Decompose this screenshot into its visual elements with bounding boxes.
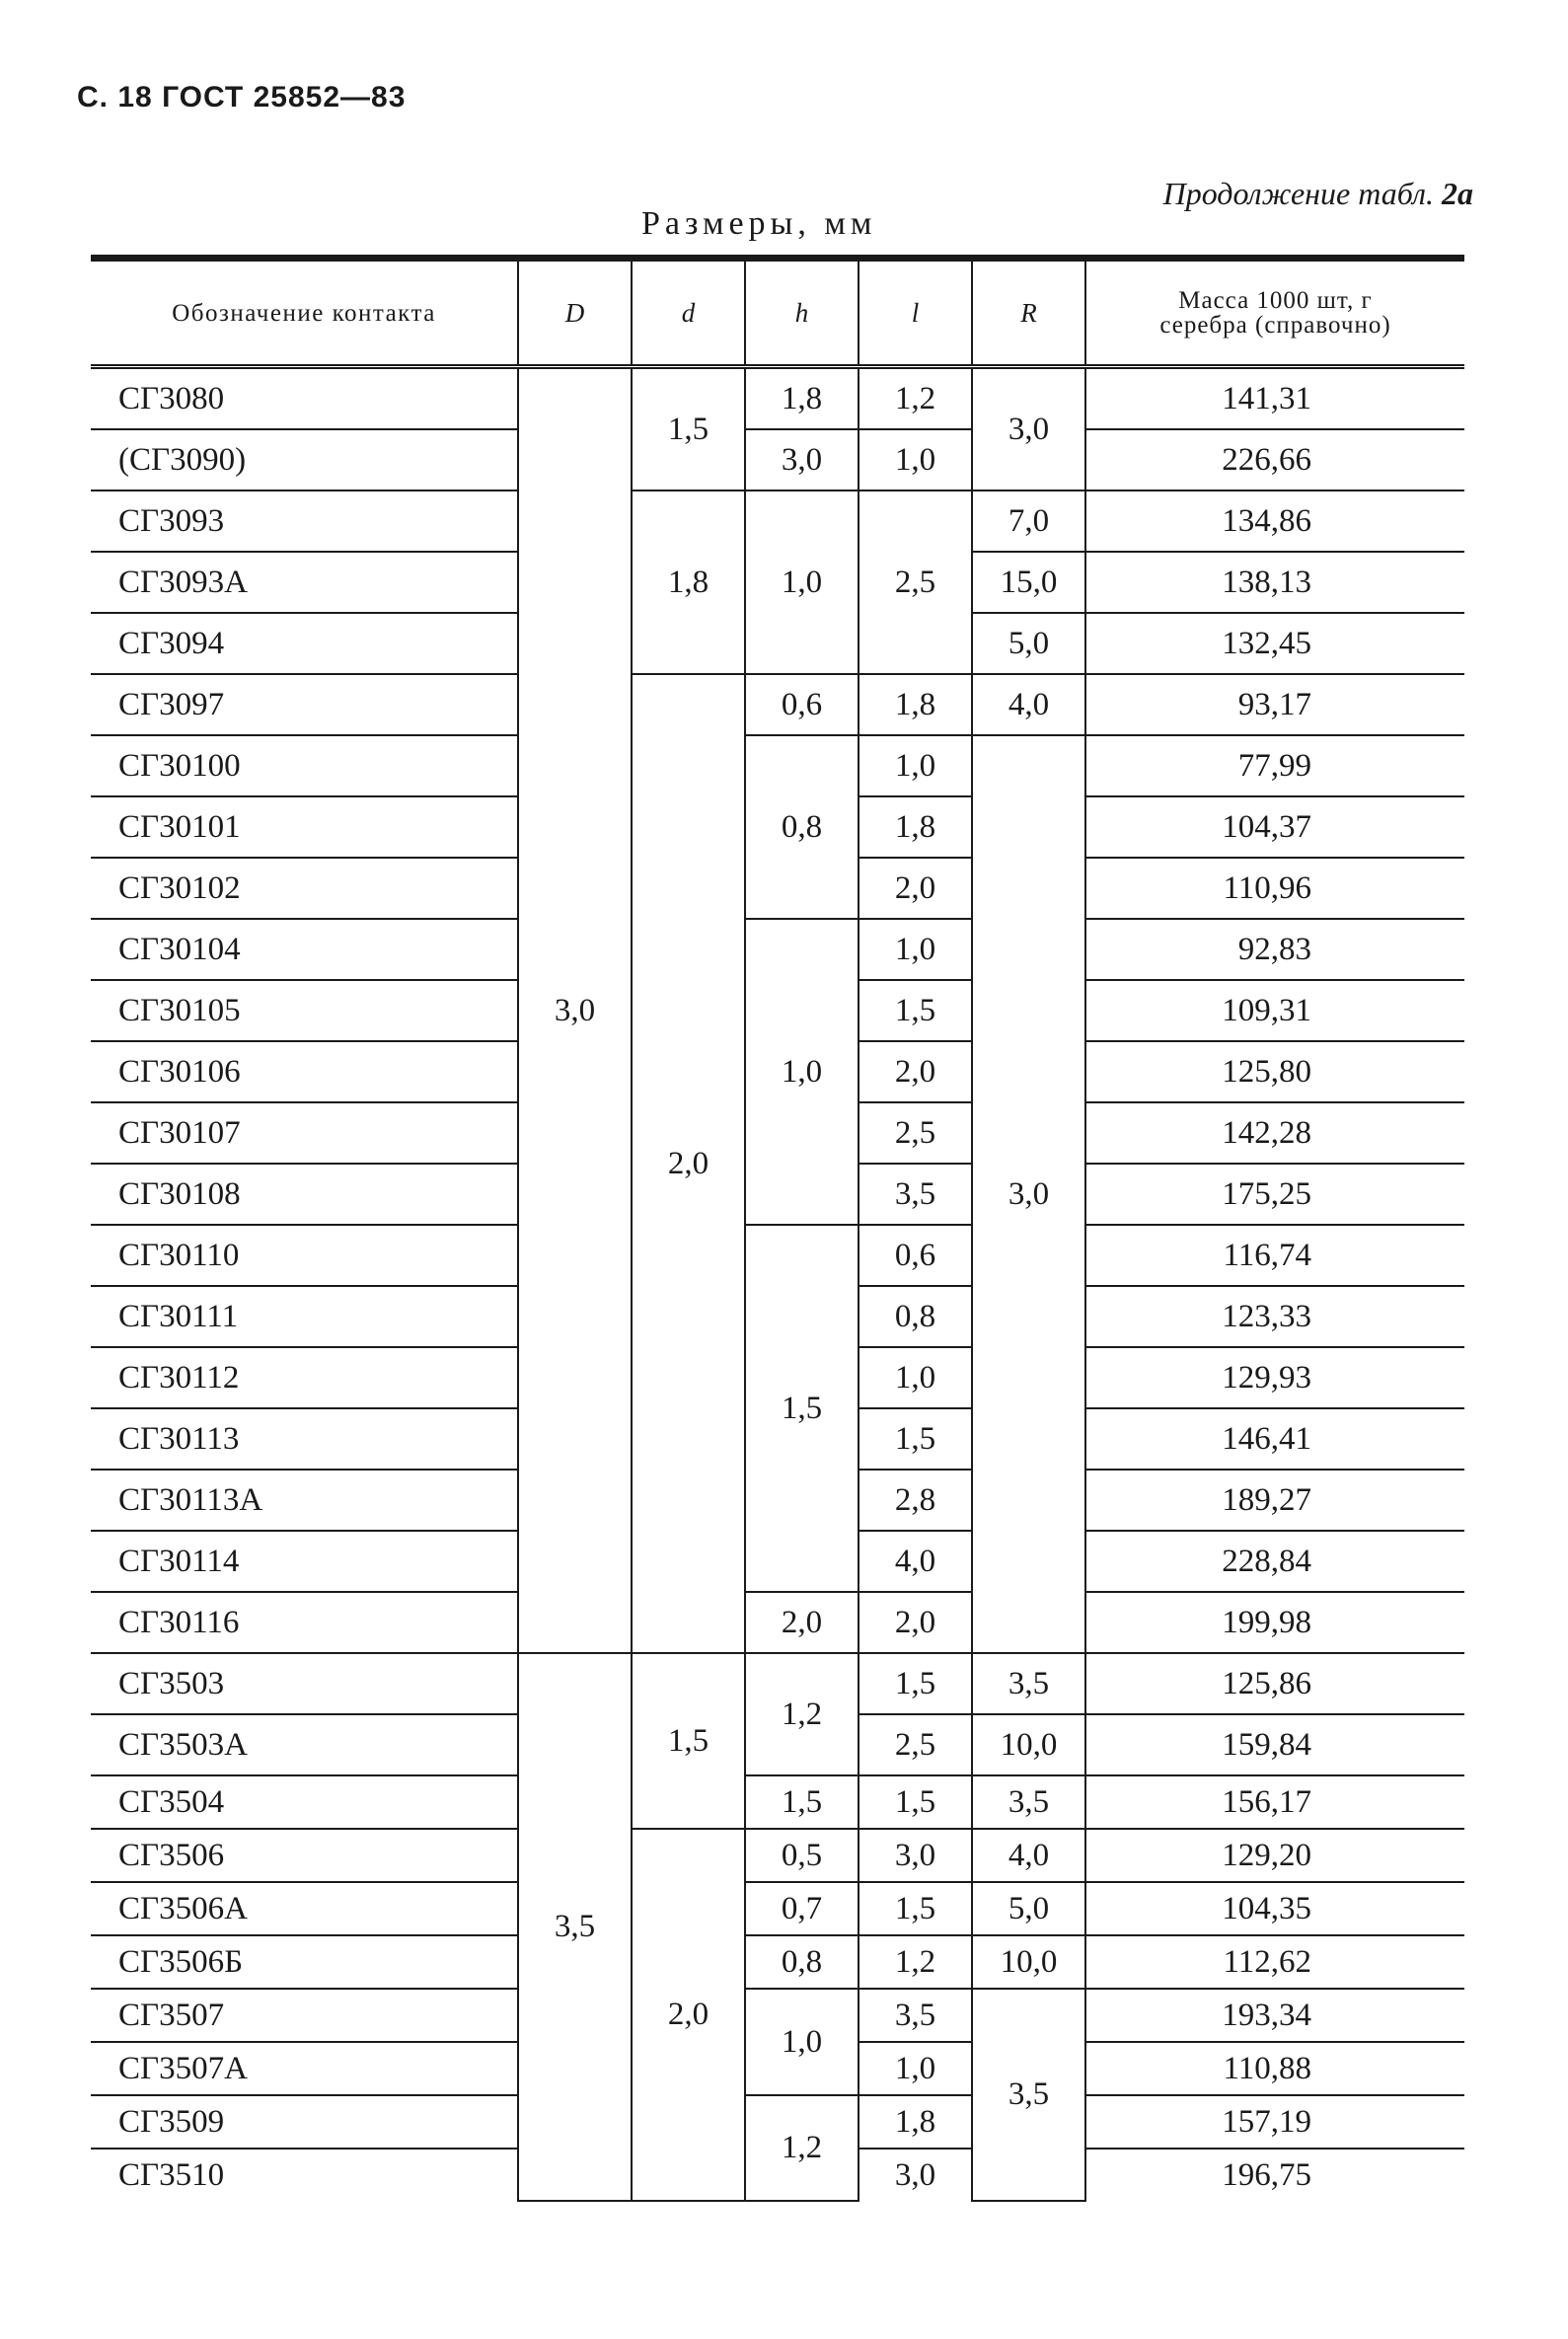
cell-R: 15,0 — [972, 552, 1085, 613]
cell-h: 3,0 — [745, 429, 859, 490]
cell-mass: 146,41 — [1085, 1408, 1464, 1470]
cell-h: 0,5 — [745, 1829, 859, 1882]
contact-designation: СГ3509 — [91, 2095, 518, 2149]
table-row — [91, 1935, 1464, 1989]
cell-mass: 110,96 — [1085, 858, 1464, 919]
cell-D: 3,5 — [518, 1653, 632, 2201]
contact-designation: (СГ3090) — [91, 429, 518, 490]
cell-mass: 159,84 — [1085, 1714, 1464, 1775]
contact-designation: СГ30101 — [91, 796, 518, 858]
cell-h: 1,5 — [745, 1775, 859, 1829]
header-mass-line2: серебра (справочно) — [1159, 312, 1391, 339]
cell-mass: 228,84 — [1085, 1531, 1464, 1592]
cell-R: 3,5 — [972, 1653, 1085, 1714]
cell-mass: 134,86 — [1085, 490, 1464, 552]
cell-h: 0,6 — [745, 674, 859, 735]
contact-designation: СГ30113 — [91, 1408, 518, 1470]
cell-l: 1,5 — [859, 1775, 972, 1829]
header-l: l — [859, 259, 972, 367]
contact-designation: СГ30102 — [91, 858, 518, 919]
cell-h: 0,8 — [745, 735, 859, 919]
cell-mass: 189,27 — [1085, 1470, 1464, 1531]
cell-l: 1,8 — [859, 2095, 972, 2149]
cell-h: 1,0 — [745, 490, 859, 674]
cell-h: 1,2 — [745, 1653, 859, 1775]
cell-d: 2,0 — [632, 1829, 745, 2201]
cell-l: 2,0 — [859, 858, 972, 919]
cell-h: 1,8 — [745, 367, 859, 430]
table-continuation-caption — [1163, 176, 1473, 212]
table-row — [91, 1225, 1464, 1286]
cell-l: 2,5 — [859, 1102, 972, 1164]
contact-designation: СГ3506 — [91, 1829, 518, 1882]
cell-R: 3,5 — [972, 1989, 1085, 2201]
page-header — [77, 81, 406, 114]
table-number: 2а — [1442, 176, 1473, 211]
cell-R: 5,0 — [972, 613, 1085, 674]
cell-mass: 226,66 — [1085, 429, 1464, 490]
cell-R: 10,0 — [972, 1714, 1085, 1775]
table-row — [91, 490, 1464, 552]
header-D: D — [518, 259, 632, 367]
cell-mass: 175,25 — [1085, 1164, 1464, 1225]
header-h: h — [745, 259, 859, 367]
cell-mass: 77,99 — [1085, 735, 1464, 796]
contact-designation: СГ30110 — [91, 1225, 518, 1286]
table-row — [91, 2095, 1464, 2149]
cell-mass: 196,75 — [1085, 2149, 1464, 2201]
cell-mass: 129,20 — [1085, 1829, 1464, 1882]
cell-mass: 157,19 — [1085, 2095, 1464, 2149]
cell-mass: 138,13 — [1085, 552, 1464, 613]
cell-mass: 116,74 — [1085, 1225, 1464, 1286]
cell-l: 1,0 — [859, 429, 972, 490]
contact-designation: СГ3507А — [91, 2042, 518, 2095]
table-row — [91, 1592, 1464, 1653]
contact-designation: СГ3093 — [91, 490, 518, 552]
cell-R: 4,0 — [972, 674, 1085, 735]
cell-mass: 142,28 — [1085, 1102, 1464, 1164]
contacts-table — [91, 255, 1464, 2202]
contact-designation: СГ3504 — [91, 1775, 518, 1829]
cell-mass: 156,17 — [1085, 1775, 1464, 1829]
cell-mass: 112,62 — [1085, 1935, 1464, 1989]
table-row — [91, 429, 1464, 490]
cell-l: 1,0 — [859, 2042, 972, 2095]
contact-designation: СГ30116 — [91, 1592, 518, 1653]
contact-designation: СГ30112 — [91, 1347, 518, 1408]
contact-designation: СГ3097 — [91, 674, 518, 735]
table-header-row — [91, 259, 1464, 367]
cell-mass: 125,86 — [1085, 1653, 1464, 1714]
cell-l: 1,5 — [859, 1882, 972, 1935]
standard-number: ГОСТ 25852—83 — [162, 81, 407, 113]
table-row — [91, 1653, 1464, 1714]
cell-R: 3,0 — [972, 367, 1085, 491]
cell-D: 3,0 — [518, 367, 632, 1654]
table-row — [91, 1829, 1464, 1882]
cell-l: 1,2 — [859, 1935, 972, 1989]
cell-R: 3,5 — [972, 1775, 1085, 1829]
contact-designation: СГ30114 — [91, 1531, 518, 1592]
contact-designation: СГ30111 — [91, 1286, 518, 1347]
cell-l: 1,0 — [859, 919, 972, 980]
header-d: d — [632, 259, 745, 367]
cell-d: 1,8 — [632, 490, 745, 674]
contact-designation: СГ30104 — [91, 919, 518, 980]
cell-h: 1,5 — [745, 1225, 859, 1592]
cell-h: 1,2 — [745, 2095, 859, 2201]
cell-h: 1,0 — [745, 1989, 859, 2095]
cell-l: 1,0 — [859, 735, 972, 796]
cell-l: 1,8 — [859, 796, 972, 858]
cell-l: 3,5 — [859, 1989, 972, 2042]
header-R: R — [972, 259, 1085, 367]
cell-l: 1,2 — [859, 367, 972, 430]
cell-l: 1,8 — [859, 674, 972, 735]
cell-l: 0,8 — [859, 1286, 972, 1347]
cell-h: 0,7 — [745, 1882, 859, 1935]
cell-mass: 104,37 — [1085, 796, 1464, 858]
cell-mass: 109,31 — [1085, 980, 1464, 1041]
cell-l: 3,5 — [859, 1164, 972, 1225]
cell-l: 2,8 — [859, 1470, 972, 1531]
cell-h: 0,8 — [745, 1935, 859, 1989]
contact-designation: СГ30113А — [91, 1470, 518, 1531]
cell-mass: 193,34 — [1085, 1989, 1464, 2042]
cell-d: 1,5 — [632, 367, 745, 491]
cell-h: 2,0 — [745, 1592, 859, 1653]
cell-l: 3,0 — [859, 2149, 972, 2201]
cell-l: 2,0 — [859, 1041, 972, 1102]
header-designation: Обозначение контакта — [91, 259, 518, 367]
table-row — [91, 367, 1464, 430]
cell-l: 2,5 — [859, 490, 972, 674]
page-number: С. 18 — [77, 81, 153, 113]
cell-mass: 141,31 — [1085, 367, 1464, 430]
cell-l: 0,6 — [859, 1225, 972, 1286]
contact-designation: СГ3506Б — [91, 1935, 518, 1989]
contact-designation: СГ30106 — [91, 1041, 518, 1102]
header-mass-line1: Масса 1000 шт, г — [1178, 287, 1373, 314]
cell-l: 1,5 — [859, 1653, 972, 1714]
cell-l: 1,5 — [859, 980, 972, 1041]
contact-designation: СГ3506А — [91, 1882, 518, 1935]
cell-R: 10,0 — [972, 1935, 1085, 1989]
cell-mass: 129,93 — [1085, 1347, 1464, 1408]
contact-designation: СГ30108 — [91, 1164, 518, 1225]
header-mass — [1085, 259, 1464, 367]
contact-designation: СГ3080 — [91, 367, 518, 430]
cell-mass: 123,33 — [1085, 1286, 1464, 1347]
cell-l: 3,0 — [859, 1829, 972, 1882]
contact-designation: СГ3094 — [91, 613, 518, 674]
cell-R: 4,0 — [972, 1829, 1085, 1882]
contact-designation: СГ30105 — [91, 980, 518, 1041]
cell-d: 2,0 — [632, 674, 745, 1653]
cell-mass: 110,88 — [1085, 2042, 1464, 2095]
cell-h: 1,0 — [745, 919, 859, 1225]
continuation-text: Продолжение табл. — [1162, 176, 1434, 211]
contact-designation: СГ3503 — [91, 1653, 518, 1714]
contact-designation: СГ3503А — [91, 1714, 518, 1775]
cell-mass: 125,80 — [1085, 1041, 1464, 1102]
contact-designation: СГ3507 — [91, 1989, 518, 2042]
cell-l: 2,5 — [859, 1714, 972, 1775]
cell-mass: 93,17 — [1085, 674, 1464, 735]
table-row — [91, 1775, 1464, 1829]
table-row — [91, 919, 1464, 980]
table-row — [91, 674, 1464, 735]
cell-d: 1,5 — [632, 1653, 745, 1829]
cell-l: 2,0 — [859, 1592, 972, 1653]
table-row — [91, 1989, 1464, 2042]
cell-l: 4,0 — [859, 1531, 972, 1592]
cell-l: 1,0 — [859, 1347, 972, 1408]
table-row — [91, 735, 1464, 796]
cell-R: 5,0 — [972, 1882, 1085, 1935]
contact-designation: СГ3093А — [91, 552, 518, 613]
contact-designation: СГ30100 — [91, 735, 518, 796]
cell-mass: 92,83 — [1085, 919, 1464, 980]
dimensions-caption: Размеры, мм — [641, 205, 877, 242]
contact-designation: СГ30107 — [91, 1102, 518, 1164]
cell-mass: 104,35 — [1085, 1882, 1464, 1935]
cell-R: 7,0 — [972, 490, 1085, 552]
contact-designation: СГ3510 — [118, 2156, 225, 2193]
table-row — [91, 1882, 1464, 1935]
cell-l: 1,5 — [859, 1408, 972, 1470]
cell-R: 3,0 — [972, 735, 1085, 1653]
cell-mass: 199,98 — [1085, 1592, 1464, 1653]
cell-mass: 132,45 — [1085, 613, 1464, 674]
